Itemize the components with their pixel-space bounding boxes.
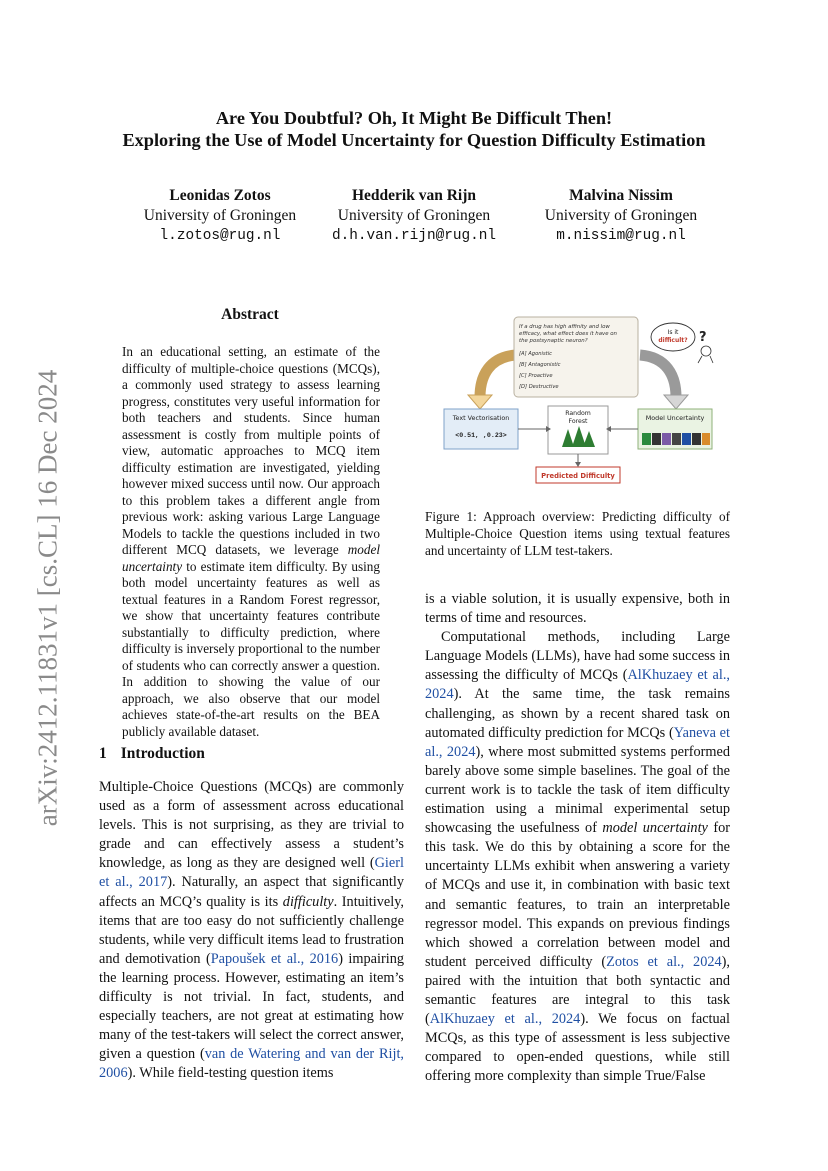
author-affiliation: University of Groningen xyxy=(544,207,698,224)
abstract-text-part: to estimate item difficulty. By using both model uncertainty features as well as textual features in a Random Forest regressor, we show that uncertainty features contribute substantially to difficulty prediction, where difficulty is inversely proportional to the number of students who can correctly answer a question. In addition to showing the value of our approach, we also observe that our model achieves state-of-the-art results on the BEA publicly available dataset. xyxy=(122,558,380,739)
llm-icon xyxy=(682,433,691,445)
section-heading xyxy=(99,745,205,763)
arxiv-stamp: arXiv:2412.11831v1 [cs.CL] 16 Dec 2024 xyxy=(32,369,63,827)
body-text: Multiple-Choice Questions (MCQs) are commonly used as a form of assessment across educational levels. This is not surprising, as they are trivial to grade and can effectively assess a student’s knowledge, as long as they are designed well ( xyxy=(99,779,404,872)
author-block xyxy=(511,186,731,246)
author-name: Hedderik van Rijn xyxy=(351,187,476,204)
question-line: efficacy, what effect does it have on xyxy=(519,331,617,337)
figure-diagram xyxy=(440,305,720,490)
thinking-figure-icon xyxy=(701,346,711,356)
llm-icon xyxy=(692,433,701,445)
figure-caption: Figure 1: Approach overview: Predicting difficulty of Multiple-Choice Question items using textual features and uncertainty of LLM test-takers. xyxy=(425,509,730,558)
citation-link[interactable]: AlKhuzaey et al., 2024 xyxy=(425,667,730,703)
citation-link[interactable]: Gierl et al., 2017 xyxy=(99,855,404,891)
author-email: m.nissim@rug.nl xyxy=(556,228,686,244)
intro-left-column xyxy=(99,778,404,1084)
body-emphasis: difficulty xyxy=(282,893,334,910)
left-arrowhead xyxy=(468,395,492,409)
body-text: ). We focus on factual MCQs, as this type of assessment is less subjective compared to open-ended questions, while still offering more complexity than simple True/False xyxy=(425,1011,730,1085)
bubble-line: difficult? xyxy=(658,337,688,344)
body-text: . Intuitively, items that are too easy do not sufficiently challenge students, while very difficult items lead to frustration and demotivation ( xyxy=(99,893,405,967)
abstract-text xyxy=(122,344,380,740)
option-c: [C] Proactive xyxy=(519,373,553,379)
citation-link[interactable]: Zotos et al., 2024 xyxy=(606,953,722,970)
citation-link[interactable]: van de Watering and van der Rijt, 2006 xyxy=(99,1046,404,1082)
right-curve-arrow xyxy=(640,355,676,397)
body-text: Computational methods, including Large Language Models (LLMs), have had some success in assessing the difficulty of MCQs ( xyxy=(425,629,730,684)
llm-icon xyxy=(702,433,710,445)
option-b: [B] Antagonistic xyxy=(519,362,561,368)
vector-value: <0.51, ,0.23> xyxy=(455,432,507,439)
body-text: ), paired with the intuition that both syntactic and semantic features are integral to this task ( xyxy=(425,953,730,1028)
llm-icon xyxy=(672,433,681,445)
intro-right-column xyxy=(425,590,730,1086)
random-forest-label: Random xyxy=(565,410,591,417)
author-email: l.zotos@rug.nl xyxy=(159,228,281,244)
author-name: Leonidas Zotos xyxy=(169,187,271,204)
llm-icon xyxy=(642,433,651,445)
citation-link[interactable]: Yaneva et al., 2024 xyxy=(425,724,730,760)
abstract-emphasis: model uncertainty xyxy=(122,542,380,574)
intro-paragraph xyxy=(425,628,730,1086)
author-affiliation: University of Groningen xyxy=(337,207,491,224)
body-emphasis: model uncertainty xyxy=(602,820,708,837)
question-mark-icon: ? xyxy=(699,330,707,345)
llm-icons xyxy=(642,433,710,445)
bubble-line: Is it xyxy=(667,329,679,336)
llm-icon xyxy=(662,433,671,445)
body-text: ). While field-testing question items xyxy=(127,1065,334,1082)
right-arrowhead xyxy=(664,395,688,409)
citation-link[interactable]: Papoušek et al., 2016 xyxy=(210,950,339,967)
author-name: Malvina Nissim xyxy=(569,187,673,204)
intro-paragraph-continued: is a viable solution, it is usually expensive, both in terms of time and resources. xyxy=(425,591,730,627)
section-title: Introduction xyxy=(120,745,205,762)
body-text: for this task. We do this by obtaining a score for the uncertainty LLMs exhibit when answering a variety of MCQs and use it, in combination with basic text and semantic features, to train an interpretable regressor model. This expands on previous findings which showed a correlation between model and student perceived difficulty ( xyxy=(425,820,731,970)
predicted-difficulty-label: Predicted Difficulty xyxy=(541,472,615,480)
option-d: [D] Destructive xyxy=(519,384,559,390)
paper-title xyxy=(60,107,768,151)
intro-paragraph xyxy=(99,778,404,1084)
random-forest-label: Forest xyxy=(568,418,588,425)
llm-icon xyxy=(652,433,661,445)
author-block xyxy=(304,186,524,246)
title-line-2: Exploring the Use of Model Uncertainty for Question Difficulty Estimation xyxy=(122,130,706,150)
body-text: ) impairing the learning process. However, estimating an item’s difficulty is not trivial. In fact, students, and especially teachers, are not great at estimating how many of the test-takers will select the correct answer, given a question ( xyxy=(99,950,404,1063)
body-text: ), where most submitted systems performed barely above some simple baselines. The goal of the current work is to tackle the task of item difficulty estimation using a minimal experimental setup showcasing the usefulness of xyxy=(425,743,730,837)
body-text: ). At the same time, the task remains challenging, as shown by a recent shared task on automated difficulty prediction for MCQs ( xyxy=(425,686,730,741)
body-text: ). Naturally, an aspect that significantly affects an MCQ’s quality is its xyxy=(99,874,405,910)
section-number: 1 xyxy=(99,745,107,762)
abstract-text-part: In an educational setting, an estimate of the difficulty of multiple-choice questions (MCQs), a commonly used strategy to assess learning progress, constitutes very useful information for both teachers and students. Since human assessment is costly from multiple points of view, automatic approaches to MCQ item difficulty estimation are investigated, yielding however mixed success until now. Our approach to this problem takes a different angle from previous work: asking various Large Language Models to tackle the questions included in two different MCQ datasets, we leverage xyxy=(122,344,380,557)
question-line: If a drug has high affinity and low xyxy=(519,324,610,330)
option-a: [A] Agonistic xyxy=(519,351,553,357)
left-curve-arrow xyxy=(480,355,516,397)
text-vectorisation-label: Text Vectorisation xyxy=(452,414,510,422)
approach-figure xyxy=(440,305,720,490)
question-line: the postsynaptic neuron? xyxy=(519,338,588,344)
author-block xyxy=(110,186,330,246)
model-uncertainty-label: Model Uncertainty xyxy=(645,414,705,422)
abstract-heading: Abstract xyxy=(221,306,279,323)
title-line-1: Are You Doubtful? Oh, It Might Be Difficult Then! xyxy=(215,108,613,128)
author-email: d.h.van.rijn@rug.nl xyxy=(331,228,497,244)
author-affiliation: University of Groningen xyxy=(143,207,297,224)
connector-arrowhead xyxy=(575,462,581,467)
thinking-figure-limbs xyxy=(698,356,713,363)
citation-link[interactable]: AlKhuzaey et al., 2024 xyxy=(429,1011,581,1028)
